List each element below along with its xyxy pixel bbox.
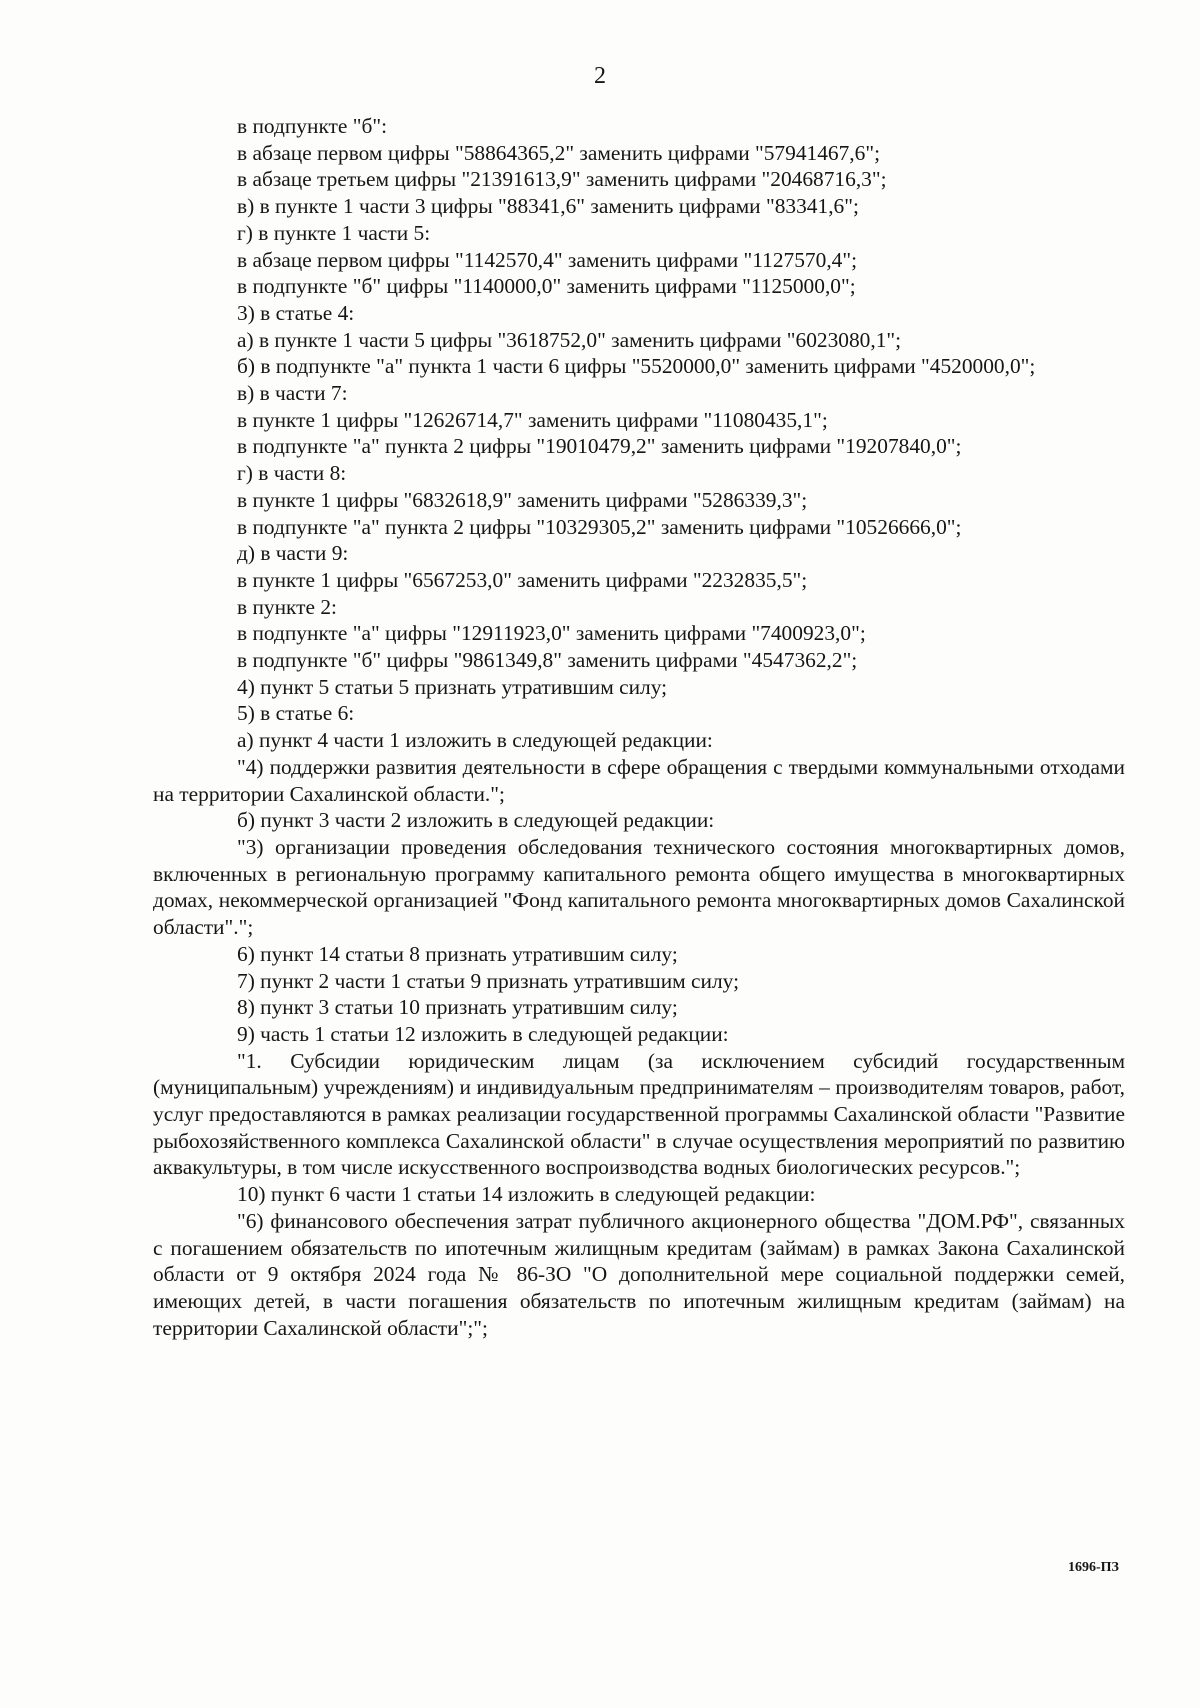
text-line: б) в подпункте "а" пункта 1 части 6 цифры "5520000,0" заменить цифрами "4520000,0";	[237, 354, 1036, 379]
text-line: а) в пункте 1 части 5 цифры "3618752,0" заменить цифрами "6023080,1";	[237, 327, 902, 352]
text-line: 6) пункт 14 статьи 8 признать утратившим силу;	[237, 941, 678, 966]
document-body	[153, 113, 1125, 1341]
quoted-paragraph: "1. Субсидии юридическим лицам (за исключением субсидий государственным (муниципальным) учреждениям) и индивидуальным предпринимателям – производителям товаров, работ, услуг предоставляются в рамках реализации государственной программы Сахалинской области "Развитие рыбохозяйственного комплекса Сахалинской области" в случае осуществления мероприятий по развитию аквакультуры, в том числе искусственного воспроизводства водных биологических ресурсов.";	[153, 1048, 1125, 1180]
text-line: в подпункте "б" цифры "1140000,0" заменить цифрами "1125000,0";	[237, 274, 856, 299]
text-line: в подпункте "б":	[237, 114, 388, 138]
quoted-paragraph: "3) организации проведения обследования технического состояния многоквартирных домов, включенных в региональную программу капитального ремонта общего имущества в многоквартирных домах, некоммерческой организацией "Фонд капитального ремонта многоквартирных домов Сахалинской области".";	[153, 834, 1125, 940]
quoted-paragraph: "6) финансового обеспечения затрат публичного акционерного общества "ДОМ.РФ", связанных с погашением обязательств по ипотечным жилищным кредитам (займам) в рамках Закона Сахалинской области от 9 октября 2024 года № 86-ЗО "О дополнительной мере социальной поддержки семей, имеющих детей, в части погашения обязательств по ипотечным жилищным кредитам (займам) на территории Сахалинской области";";	[153, 1208, 1125, 1340]
text-line: 3) в статье 4:	[237, 300, 355, 325]
text-line: в абзаце первом цифры "1142570,4" заменить цифрами "1127570,4";	[237, 247, 858, 272]
text-line: в пункте 2:	[237, 594, 337, 619]
text-line: в подпункте "а" цифры "12911923,0" заменить цифрами "7400923,0";	[237, 621, 866, 646]
text-line: г) в пункте 1 части 5:	[237, 220, 431, 245]
text-line: б) пункт 3 части 2 изложить в следующей редакции:	[237, 808, 715, 833]
text-line: в абзаце первом цифры "58864365,2" заменить цифрами "57941467,6";	[237, 140, 881, 165]
text-line: в подпункте "б" цифры "9861349,8" заменить цифрами "4547362,2";	[237, 648, 858, 673]
text-line: а) пункт 4 части 1 изложить в следующей редакции:	[237, 728, 713, 753]
text-line: 5) в статье 6:	[237, 701, 355, 726]
text-line: 8) пункт 3 статьи 10 признать утратившим силу;	[237, 995, 678, 1020]
text-line: в пункте 1 цифры "6832618,9" заменить цифрами "5286339,3";	[237, 487, 808, 512]
text-line: в) в пункте 1 части 3 цифры "88341,6" заменить цифрами "83341,6";	[237, 194, 859, 219]
text-line: в) в части 7:	[237, 381, 348, 406]
quoted-paragraph: "4) поддержки развития деятельности в сфере обращения с твердыми коммунальными отходами на территории Сахалинской области.";	[153, 754, 1125, 806]
text-line: 7) пункт 2 части 1 статьи 9 признать утратившим силу;	[237, 968, 740, 993]
page-number: 2	[594, 63, 606, 89]
text-line: 9) часть 1 статьи 12 изложить в следующей редакции:	[237, 1021, 729, 1046]
text-line: в пункте 1 цифры "6567253,0" заменить цифрами "2232835,5";	[237, 567, 808, 592]
text-line: г) в части 8:	[237, 461, 347, 486]
text-line: 10) пункт 6 части 1 статьи 14 изложить в следующей редакции:	[237, 1182, 816, 1207]
text-line: в пункте 1 цифры "12626714,7" заменить цифрами "11080435,1";	[237, 407, 828, 432]
text-line: в подпункте "а" пункта 2 цифры "19010479,2" заменить цифрами "19207840,0";	[237, 434, 962, 459]
text-line: д) в части 9:	[237, 541, 349, 566]
text-line: в подпункте "а" пункта 2 цифры "10329305,2" заменить цифрами "10526666,0";	[237, 514, 962, 539]
text-line: в абзаце третьем цифры "21391613,9" заменить цифрами "20468716,3";	[237, 167, 887, 192]
text-line: 4) пункт 5 статьи 5 признать утратившим силу;	[237, 674, 668, 699]
document-code: 1696-ПЗ	[1068, 1560, 1119, 1575]
